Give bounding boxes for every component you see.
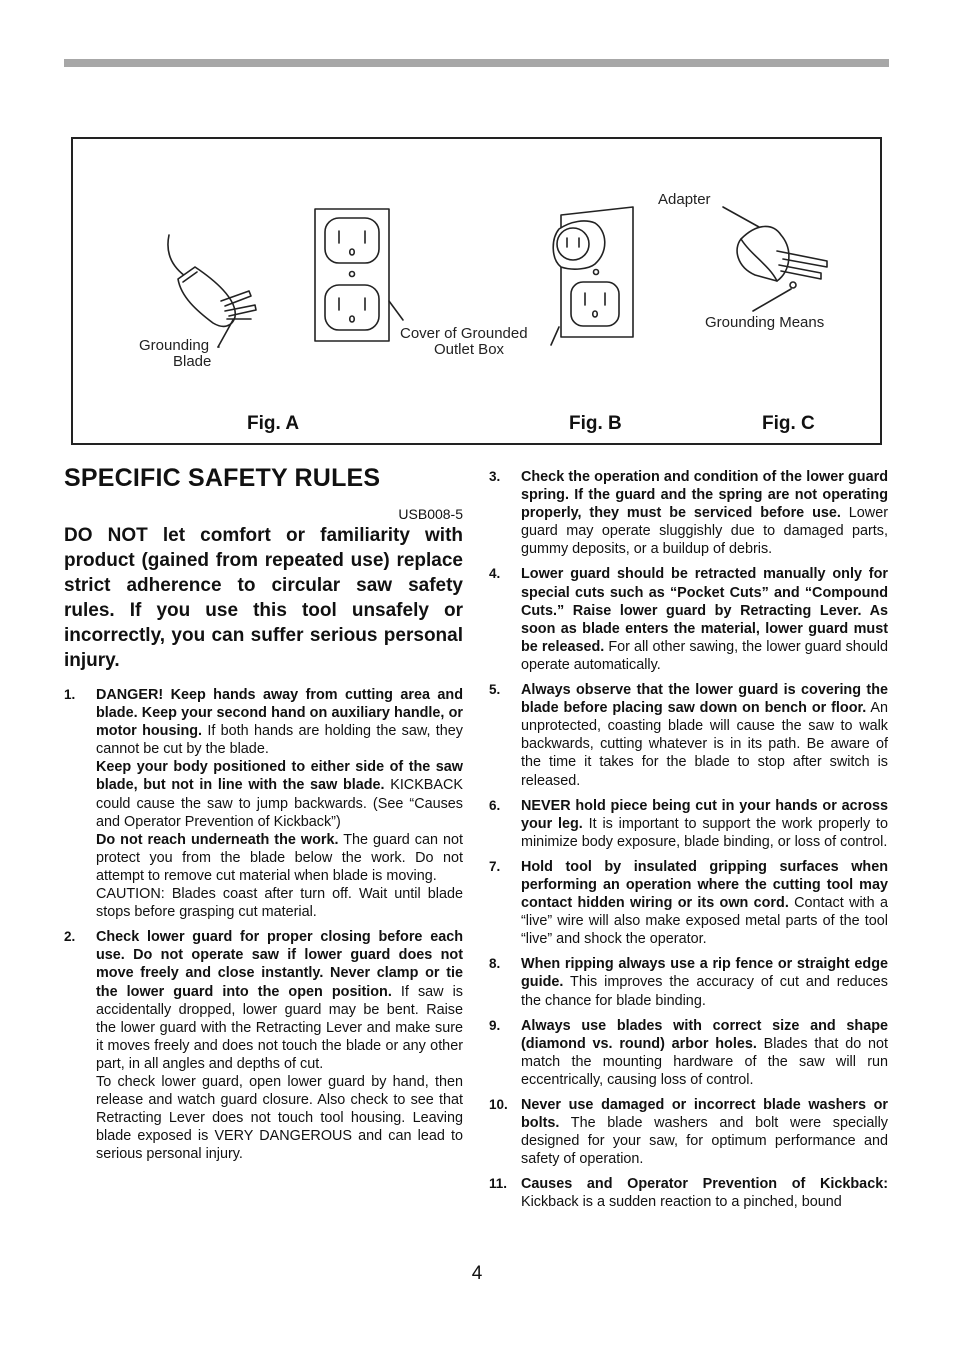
leader-adapter <box>723 207 759 227</box>
rule-body-text: An unprotected, coasting blade will cause the saw to walk backwards, cutting whatever is in its path. Be aware of the time it takes for the blade to stop after switch is released. <box>521 700 889 789</box>
rule-body-text: Blades that do not match the mounting hardware of the saw will run eccentrically, causing loss of control. <box>521 1035 888 1088</box>
rule-bold-text: Lower guard should be retracted manually only for special cuts such as “Pocket Cuts” and “Compound Cuts.” Raise lower guard by Retracting Lever. As soon as blade enters the material, lower guard must be released. <box>521 566 888 655</box>
rules-column-right <box>489 468 888 1219</box>
rule-number: 6. <box>489 797 501 813</box>
rule-item <box>489 1175 888 1211</box>
leader-adapter-c <box>551 327 559 345</box>
rule-number: 8. <box>489 956 501 972</box>
rule-body-text: CAUTION: Blades coast after turn off. Wait until blade stops before grasping cut material. <box>96 886 463 921</box>
rule-paragraph <box>521 468 888 558</box>
rule-bold-text: DANGER! Keep hands away from cutting area and blade. Keep your second hand on auxiliary handle, or motor housing. <box>96 687 463 740</box>
caption-fig-c: Fig. C <box>762 413 815 434</box>
rule-paragraph <box>521 565 888 674</box>
rule-paragraph <box>96 831 463 885</box>
document-code: USB008-5 <box>398 506 463 522</box>
label-adapter: Adapter <box>658 191 711 208</box>
rule-item <box>489 955 888 1009</box>
rule-body-text: The guard can not protect you from the blade below the work. Do not attempt to remove cut material when blade is moving. <box>96 831 463 884</box>
rule-item <box>489 681 888 790</box>
rule-body-text: The blade washers and bolt were specially designed for your saw, for optimum performance and safety of operation. <box>521 1115 888 1168</box>
rule-paragraph <box>96 1073 463 1163</box>
plug-illustration <box>73 139 880 443</box>
rule-paragraph <box>521 955 888 1009</box>
adapter-body <box>737 226 789 281</box>
leader-grounding-means <box>753 289 791 311</box>
rule-bold-text: When ripping always use a rip fence or straight edge guide. <box>521 956 888 991</box>
rule-number: 7. <box>489 858 501 874</box>
rule-paragraph <box>521 797 888 851</box>
rule-bold-text: Causes and Operator Prevention of Kickback: <box>521 1176 888 1193</box>
rule-item <box>489 468 888 558</box>
rule-number: 11. <box>489 1176 508 1192</box>
rule-number: 1. <box>64 687 76 702</box>
rule-body-text: Contact with a “live” wire will also make exposed metal parts of the tool “live” and shock the operator. <box>521 895 889 948</box>
rule-body-text: Kickback is a sudden reaction to a pinched, bound <box>521 1194 842 1211</box>
rule-item <box>489 797 888 851</box>
rule-paragraph <box>96 686 463 758</box>
rule-body-text: To check lower guard, open lower guard by hand, then release and watch guard closure. Also check to see that Retracting Lever does not touch tool housing. Leaving blade exposed is VERY DANGEROUS and can lead to serious personal injury. <box>96 1073 463 1163</box>
rule-bold-text: Keep your body positioned to either side of the saw blade, but not in line with the saw blade. <box>96 759 463 794</box>
label-cover-1: Cover of Grounded <box>400 325 528 342</box>
caption-fig-b: Fig. B <box>569 413 622 434</box>
label-cover-2: Outlet Box <box>434 341 505 358</box>
rule-bold-text: Always observe that the lower guard is covering the blade before placing saw down on bench or floor. <box>521 682 888 717</box>
rule-body-text: It is important to support the work properly to minimize body exposure, blade binding, or loss of control. <box>521 815 888 850</box>
rule-paragraph <box>521 1017 888 1089</box>
rule-paragraph <box>521 681 888 790</box>
caption-fig-a: Fig. A <box>247 413 300 434</box>
rule-paragraph <box>521 1096 888 1168</box>
rule-body-text: KICKBACK could cause the saw to jump backwards. (See “Causes and Operator Prevention of Kickback”) <box>96 777 463 830</box>
rule-number: 5. <box>489 682 501 698</box>
rule-item <box>489 1096 888 1168</box>
leader-cover <box>389 301 403 320</box>
rule-paragraph <box>521 1175 888 1211</box>
rule-item <box>64 928 463 1163</box>
adapter-grounding-lug <box>790 282 796 288</box>
rule-item <box>64 686 463 921</box>
warning-statement: DO NOT let comfort or familiarity with product (gained from repeated use) replace strict adherence to circular saw safety rules. If you use this tool unsafely or incorrectly, you can suffer serious personal injury. <box>64 525 463 671</box>
section-title: SPECIFIC SAFETY RULES <box>64 464 381 492</box>
page-number <box>0 1263 954 1285</box>
rule-bold-text: Check the operation and condition of the lower guard spring. If the guard and the spring are not operating properly, they must be serviced before use. <box>521 469 888 522</box>
plug-body-a <box>178 267 235 326</box>
rule-paragraph <box>521 858 888 948</box>
rule-bold-text: NEVER hold piece being cut in your hands or across your leg. <box>521 797 888 832</box>
rule-bold-text: Check lower guard for proper closing before each use. Do not operate saw if lower guard does not move freely and close instantly. Never clamp or tie the lower guard into the open position. <box>96 929 463 1000</box>
rule-bold-text: Always use blades with correct size and shape (diamond vs. round) arbor holes. <box>521 1017 888 1052</box>
rule-bold-text: Hold tool by insulated gripping surfaces when performing an operation where the cutting tool may contact hidden wiring or its own cord. <box>521 858 888 912</box>
rule-body-text: This improves the accuracy of cut and reduces the chance for blade binding. <box>521 974 888 1009</box>
rules-column-left <box>64 686 463 1170</box>
label-grounding-blade-2: Blade <box>173 353 212 370</box>
rule-item <box>489 565 888 674</box>
label-grounding-blade-1: Grounding <box>139 337 210 354</box>
cord-path <box>168 235 185 276</box>
plug-figure-frame <box>71 137 882 445</box>
rule-paragraph <box>96 758 463 830</box>
rule-item <box>489 858 888 948</box>
rule-item <box>489 1017 888 1089</box>
rule-body-text: If both hands are holding the saw, they cannot be cut by the blade. <box>96 723 463 758</box>
rule-paragraph <box>96 885 463 921</box>
rule-number: 9. <box>489 1017 501 1033</box>
rule-bold-text: Never use damaged or incorrect blade washers or bolts. <box>521 1097 888 1132</box>
rule-number: 3. <box>489 469 501 484</box>
rule-number: 2. <box>64 929 76 945</box>
rule-number: 10. <box>489 1097 508 1112</box>
label-grounding-means: Grounding Means <box>705 314 825 331</box>
rule-body-text: For all other sawing, the lower guard should operate automatically. <box>521 638 888 673</box>
page-number-text: 4 <box>471 1263 483 1284</box>
rule-bold-text: Do not reach underneath the work. <box>96 831 339 848</box>
header-rule <box>64 59 889 67</box>
rule-body-text: If saw is accidentally dropped, lower guard may be bent. Raise the lower guard with the Retracting Lever and make sure it moves freely and does not touch the blade or any other part, in all angles and depths of cut. <box>96 983 464 1072</box>
rule-number: 4. <box>489 566 501 582</box>
rule-paragraph <box>96 928 463 1073</box>
rule-body-text: Lower guard may operate sluggishly due to damaged parts, gummy deposits, or a buildup of debris. <box>521 505 888 558</box>
